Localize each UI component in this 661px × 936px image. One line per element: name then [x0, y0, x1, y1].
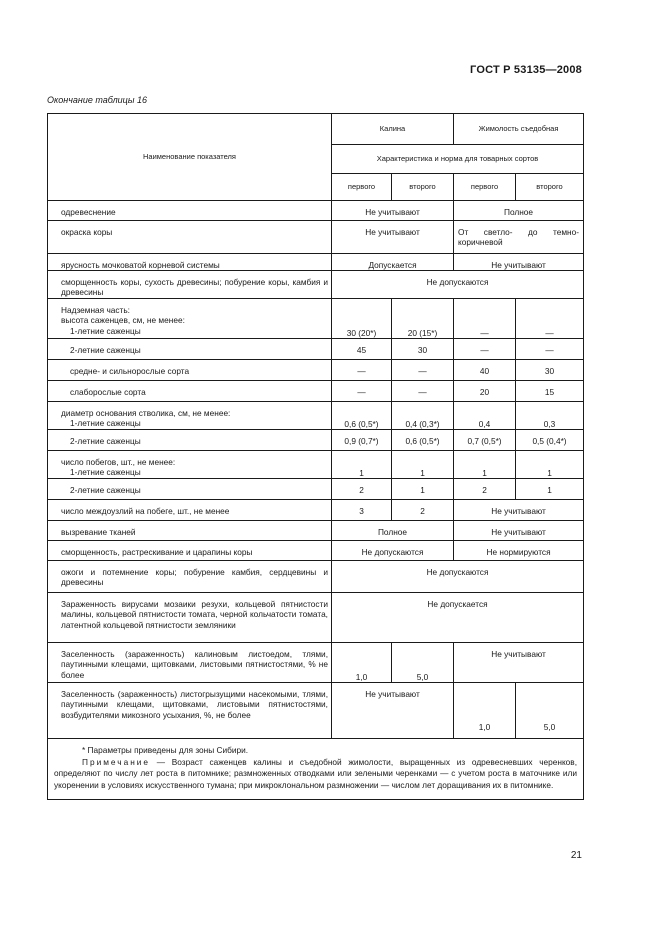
table-row [48, 485, 584, 500]
row-value: 5,0 [392, 649, 454, 683]
row-value: 1 [392, 485, 454, 500]
table-footer [48, 739, 584, 800]
table-row [48, 599, 584, 643]
row-value: Не допускаются [332, 277, 584, 299]
table-row [48, 506, 584, 521]
header-indicator: Наименование показателя [48, 114, 332, 201]
row-value: — [332, 387, 392, 402]
row-name: Заселенность (зараженность) листогрызущими насекомыми, тлями, паутинными клещами, щитовками, листовыми пятнистостями, возбудителями микозного усыхания, %, не более [48, 689, 332, 733]
row-value: 30 [392, 345, 454, 360]
row-name: Надземная часть: [61, 304, 130, 315]
row-name: 2-летние саженцы [70, 344, 141, 355]
row-name: Заселенность (зараженность) калиновым листоедом, тлями, паутинными клещами, щитовками, листовыми пятнистостями, % не более [48, 649, 332, 683]
table-row [48, 457, 584, 479]
table-row [48, 547, 584, 561]
quality-table [47, 113, 584, 800]
row-value: 1 [454, 457, 516, 479]
row-name: окраска коры [48, 227, 332, 254]
table-row [48, 689, 584, 733]
footnote: * Параметры приведены для зоны Сибири. [82, 745, 249, 755]
row-value: 2 [392, 506, 454, 521]
table-row [48, 567, 584, 593]
table-row [48, 277, 584, 299]
row-subname: 1-летние саженцы [70, 467, 141, 477]
row-value: 0,3 [516, 408, 584, 430]
row-value: — [392, 366, 454, 381]
row-name: диаметр основания стволика, см, не менее: [61, 407, 231, 418]
row-subname: высота саженцев, см, не менее: [61, 315, 185, 325]
table-row [48, 436, 584, 451]
row-value: Допускается [332, 260, 454, 271]
row-value: — [332, 366, 392, 381]
row-value: — [516, 345, 584, 360]
table-row [48, 207, 584, 221]
table-row [48, 305, 584, 339]
row-value: 45 [332, 345, 392, 360]
table-caption: Окончание таблицы 16 [47, 95, 147, 105]
row-value: 30 (20*) [332, 305, 392, 339]
header-zhim-first: первого [454, 174, 516, 201]
row-value: Не учитывают [454, 527, 584, 541]
row-name: Зараженность вирусами мозаики резухи, кольцевой пятнистости малины, кольцевой пятнистости томата, черной кольчатости томата, латентной кольцевой пятнистости земляники [48, 599, 332, 643]
page-number: 21 [570, 850, 582, 861]
header-characteristic: Характеристика и норма для товарных сортов [332, 145, 584, 174]
table-row [48, 260, 584, 271]
row-value: 30 [516, 366, 584, 381]
row-value: Не учитывают [332, 689, 454, 733]
row-value: 0,7 (0,5*) [454, 436, 516, 451]
row-name: число побегов, шт., не менее: [61, 456, 176, 467]
row-value: — [392, 387, 454, 402]
row-name: вызревание тканей [48, 527, 332, 541]
row-value: 20 [454, 387, 516, 402]
row-value: Полное [332, 527, 454, 541]
row-value: Не учитывают [454, 506, 584, 521]
row-value: 1 [392, 457, 454, 479]
row-subname: 1-летние саженцы [70, 418, 141, 428]
row-value: Не учитывают [332, 227, 454, 254]
row-value: Не учитывают [332, 207, 454, 221]
row-value: 40 [454, 366, 516, 381]
row-value: 2 [454, 485, 516, 500]
row-value: — [454, 305, 516, 339]
row-value: Не нормируются [454, 547, 584, 561]
note-text: — Возраст саженцев калины и съедобной жимолости, выращенных из одревесневших черенков, определяют по числу лет роста в питомнике; размноженных отводками или зелеными черенками — с учетом роста в маточнике или укоренении в условиях искусственного тумана; при микроклональном размножении — числом лет доращивания их в питомнике. [54, 756, 578, 790]
row-value: Не учитывают [454, 649, 584, 683]
row-value: 1,0 [454, 689, 516, 733]
row-value: Не допускаются [332, 567, 584, 593]
note-label: Примечание [82, 756, 151, 767]
row-value: 0,4 (0,3*) [392, 408, 454, 430]
row-value: Не учитывают [454, 260, 584, 271]
row-name: ярусность мочковатой корневой системы [48, 260, 332, 271]
note [54, 757, 577, 792]
header-zhimolost: Жимолость съедобная [454, 114, 584, 145]
table-row [48, 227, 584, 254]
row-value: 0,6 (0,5*) [392, 436, 454, 451]
row-name: сморщенность коры, сухость древесины; побурение коры, камбия и древесины [48, 277, 332, 299]
row-name: 2-летние саженцы [70, 484, 141, 495]
row-value: 0,5 (0,4*) [516, 436, 584, 451]
row-value: — [516, 305, 584, 339]
row-name: ожоги и потемнение коры; побурение камбия, сердцевины и древесины [48, 567, 332, 593]
row-value: Полное [454, 207, 584, 221]
table-row [48, 345, 584, 360]
row-value: 15 [516, 387, 584, 402]
row-value: 3 [332, 506, 392, 521]
row-value: Не допускаются [332, 547, 454, 561]
row-name: средне- и сильнорослые сорта [70, 365, 190, 376]
row-value: От светло- до темно-коричневой [454, 227, 584, 254]
header-kalina-first: первого [332, 174, 392, 201]
row-value: 1 [332, 457, 392, 479]
row-value: 0,6 (0,5*) [332, 408, 392, 430]
row-value: 5,0 [516, 689, 584, 733]
row-name: сморщенность, растрескивание и царапины коры [48, 547, 332, 561]
row-value: — [454, 345, 516, 360]
row-value: 0,9 (0,7*) [332, 436, 392, 451]
row-value: 2 [332, 485, 392, 500]
header-kalina: Калина [332, 114, 454, 145]
row-name: слаборослые сорта [70, 386, 146, 397]
standard-code: ГОСТ Р 53135—2008 [470, 64, 582, 76]
row-name: одревеснение [48, 207, 332, 221]
row-subname: 1-летние саженцы [70, 325, 141, 336]
row-value: 1,0 [332, 649, 392, 683]
row-name: 2-летние саженцы [70, 435, 141, 446]
header-kalina-second: второго [392, 174, 454, 201]
table-row [48, 366, 584, 381]
row-value: 1 [516, 457, 584, 479]
row-value: 20 (15*) [392, 305, 454, 339]
table-row [48, 649, 584, 683]
table-row [48, 408, 584, 430]
row-value: 0,4 [454, 408, 516, 430]
table-row [48, 387, 584, 402]
row-name: число междоузлий на побеге, шт., не менее [48, 506, 332, 521]
row-value: Не допускается [332, 599, 584, 643]
row-value: 1 [516, 485, 584, 500]
table-row [48, 527, 584, 541]
header-zhim-second: второго [516, 174, 584, 201]
